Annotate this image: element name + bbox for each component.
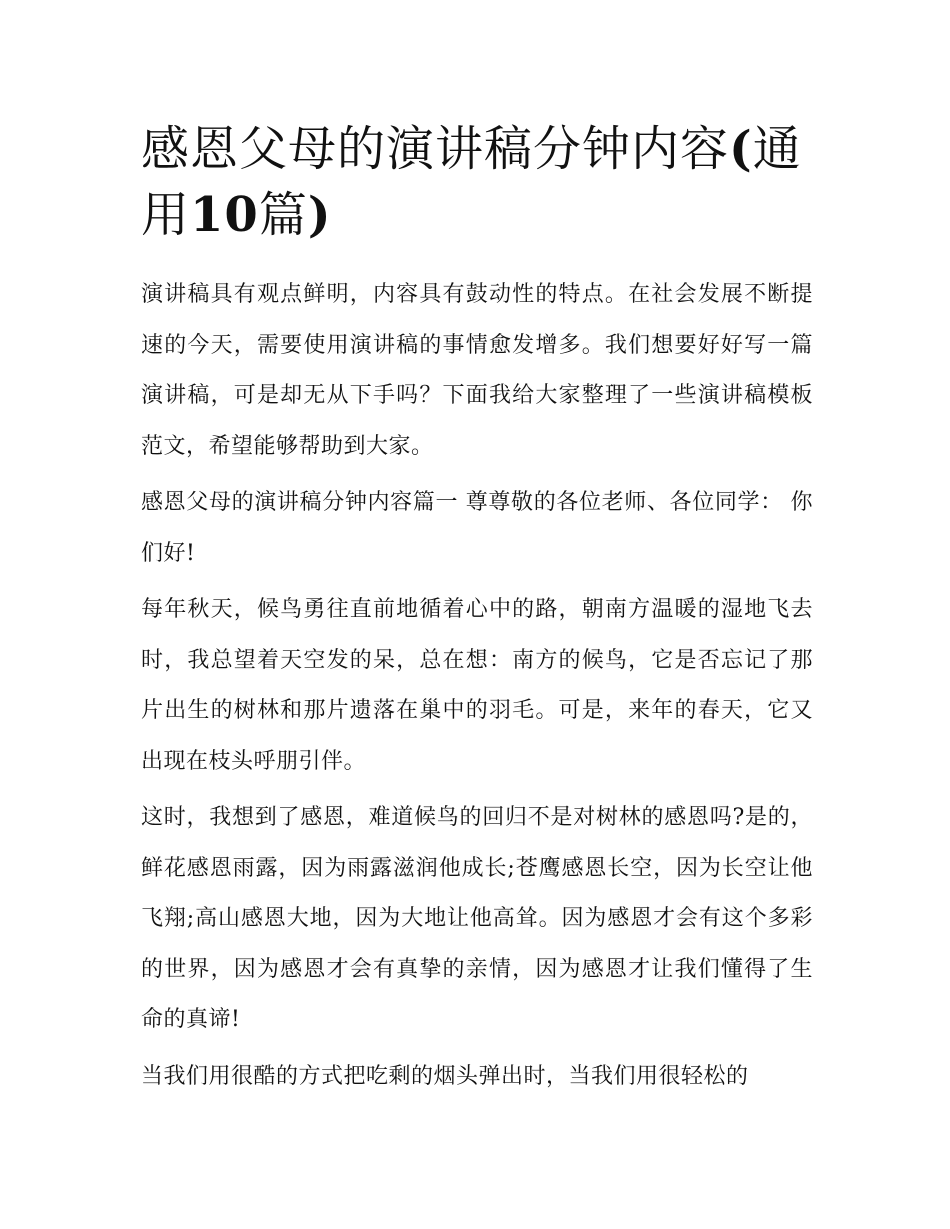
paragraph-cigarette: 当我们用很酷的方式把吃剩的烟头弹出时，当我们用很轻松的 [141, 1063, 749, 1089]
paragraph-intro: 演讲稿具有观点鲜明，内容具有鼓动性的特点。在社会发展不断提速的今天，需要使用演讲稿的事情愈发增多。我们想要好好写一篇演讲稿，可是却无从下手吗？下面我给大家整理了一些演讲稿模板范文，希望能够帮助到大家。 [141, 282, 813, 459]
paragraph-gratitude: 这时，我想到了感恩，难道候鸟的回归不是对树林的感恩吗?是的，鲜花感恩雨露，因为雨露滋润他成长;苍鹰感恩长空，因为长空让他飞翔;高山感恩大地，因为大地让他高耸。因为感恩才会有这个多彩的世界，因为感恩才会有真挚的亲情，因为感恩才让我们懂得了生命的真谛! [141, 805, 813, 1032]
paragraph-migratory-birds: 每年秋天，候鸟勇往直前地循着心中的路，朝南方温暖的湿地飞去时，我总望着天空发的呆，总在想：南方的候鸟，它是否忘记了那片出生的树林和那片遗落在巢中的羽毛。可是，来年的春天，它又出现在枝头呼朋引伴。 [141, 597, 813, 774]
document-body [141, 116, 813, 1108]
paragraph-greeting: 感恩父母的演讲稿分钟内容篇一 尊尊敬的各位老师、各位同学： 你们好! [141, 490, 813, 566]
document-title: 感恩父母的演讲稿分钟内容(通用10篇) [141, 121, 802, 243]
